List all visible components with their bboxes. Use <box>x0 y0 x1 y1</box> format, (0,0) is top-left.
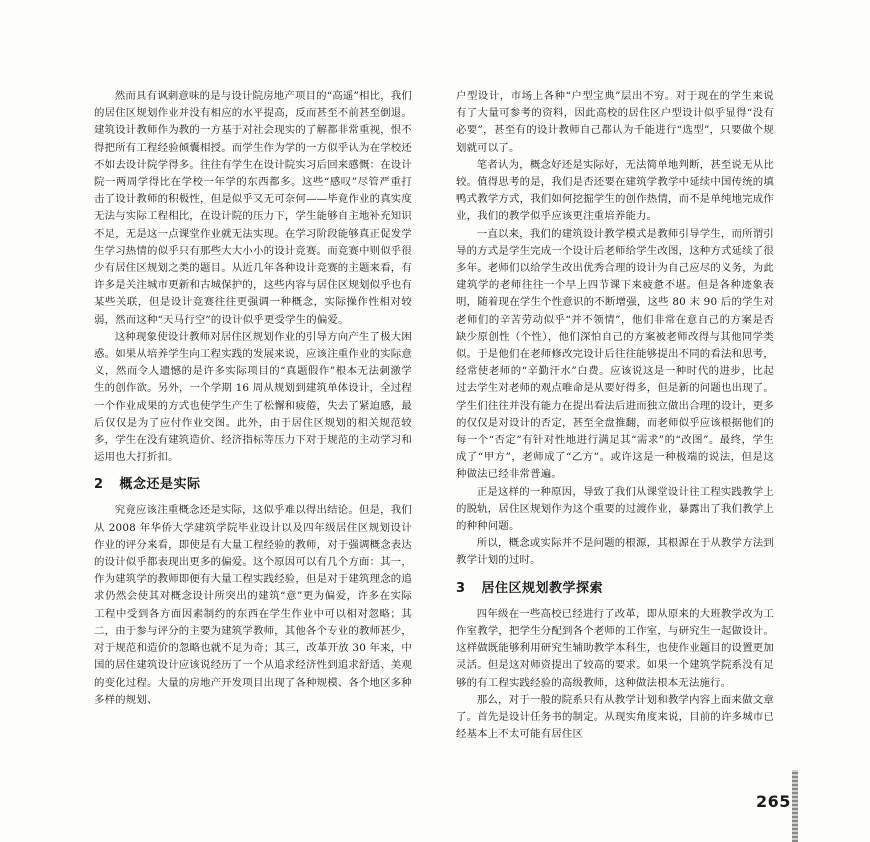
scan-edge-strip <box>792 770 798 842</box>
paragraph: 然而具有讽刺意味的是与设计院房地产项目的“高遥”相比，我们的居住区规划作业并没有相应的水平提高，反而甚至不前甚至倒退。建筑设计教师作为教的一方基于对社会现实的了解都非常重视，恨不得把所有工程经验倾囊相授。而学生作为学的一方似乎认为在学校还不如去设计院学得多。往往有学生在设计院实习后回来感慨：在设计院一两周学得比在学校一年学的东西都多。这些“感叹”尽管严重打击了设计教师的积极性，但是似乎又无可奈何——毕竟作业的真实度无法与实际工程相比，在设计院的压力下，学生能够自主地补充知识不足，无是这一点课堂作业就无法实现。在学习阶段能够真正促发学生学习热情的似乎只有那些大大小小的设计竞赛。而竞赛中则似乎很少有居住区规划之类的题目。从近几年各种设计竞赛的主题来看，有许多是关注城市更新和古城保护的，这些内容与居住区规划似乎也有某些关联，但是设计竞赛往往更强调一种概念，实际操作性相对较弱，然而这种“天马行空”的设计似乎更受学生的偏爱。 <box>94 90 412 326</box>
section-title: 居住区规划教学探索 <box>481 580 604 596</box>
paragraph: 正是这样的一种原因，导致了我们从课堂设计往工程实践教学上的脱轨，居住区规划作为这个重要的过渡作业，暴露出了我们教学上的种种问题。 <box>456 485 774 533</box>
paragraph: 这种现象使设计教师对居住区规划作业的引导方向产生了极大困惑。如果从培养学生向工程实践的发展来说，应该注重作业的实际意义，然而令人遗憾的是许多实际项目的“真题假作”根本无法刺激学生的创作欲。另外，一个学期 16 周从规划到建筑单体设计，全过程一个作业成果的方式也使学生产生了松懈和疲倦，失去了紧迫感，最后仅仅是为了应付作业交图。此外，由于居住区规划的相关规范较多，学生在没有建筑造价、经济指标等压力下对于规范的主动学习和运用也大打折扣。 <box>94 330 412 464</box>
paragraph: 一直以来，我们的建筑设计教学模式是教师引导学生，而所谓引导的方式是学生完成一个设计后老师给学生改图，这种方式延续了很多年。老师们以给学生改出优秀合理的设计为自己应尽的义务，为此建筑学的老师往往一个早上四节课下来疲惫不堪。但是各种迹象表明，随着现在学生个性意识的不断增强，这些 80 末 90 后的学生对老师们的辛苦劳动似乎“并不领情”，他们非常在意自己的方案是否缺少原创性（个性），他们深怕自己的方案被老师改得与其他同学类似。于是他们在老师修改完设计后往往能够提出不同的看法和思考，经常使老师的“辛勤汗水”白费。应该说这是一种时代的进步，比起过去学生对老师的观点唯命是从要好得多，但是新的问题也出现了。学生们往往并没有能力在提出看法后进而独立做出合理的设计，更多的仅仅是对设计的否定，甚至全盘推翻，而老师似乎应该根据他们的每一个“否定”有针对性地进行满足其“需求”的“改图”。最终，学生成了“甲方”，老师成了“乙方”。或许这是一种极端的说法，但是这种做法已经非常普遍。 <box>456 227 774 481</box>
left-text-column <box>94 88 412 709</box>
right-text-column <box>456 88 774 743</box>
section-number: 3 <box>456 580 466 596</box>
paragraph: 究竟应该注重概念还是实际，这似乎难以得出结论。但是，我们从 2008 年华侨大学建筑学院毕业设计以及四年级居住区规划设计作业的评分来看，即使是有大量工程经验的教师，对于强调概念表达的设计似乎都表现出更多的偏爱。这个原因可以有几个方面：其一，作为建筑学的教师即便有大量工程实践经验，但是对于建筑理念的追求仍然会使其对概念设计所突出的建筑“意”更为偏爱，许多在实际工程中受到各方面因素制约的东西在学生作业中可以相对忽略；其二，由于参与评分的主要为建筑学教师，其他各个专业的教师甚少，对于规范和造价的忽略也就不足为奇；其三，改革开放 30 年来，中国的居住建筑设计应该说经历了一个从追求经济性到追求舒适、美观的变化过程。大量的房地产开发项目出现了各种规模、各个地区多种多样的规划、 <box>94 504 412 706</box>
paragraph: 那么，对于一般的院系只有从教学计划和教学内容上面来做文章了。首先是设计任务书的制定。从现实角度来说，目前的许多城市已经基本上不太可能有居住区 <box>456 693 774 741</box>
section-number: 2 <box>94 477 104 493</box>
paragraph: 四年级在一些高校已经进行了改革，即从原来的大班教学改为工作室教学，把学生分配到各个老师的工作室，与研究生一起做设计。这样做既能够利用研究生辅助教学本科生，也使作业题目的设置更加灵活。但是这对师资提出了较高的要求。如果一个建筑学院系没有足够的有工程实践经验的高级教师，这种做法根本无法施行。 <box>456 607 774 689</box>
section-heading-3 <box>456 580 774 598</box>
paragraph: 户型设计，市场上各种“户型宝典”层出不穷。对于现在的学生来说有了大量可参考的资料，因此高校的居住区户型设计似乎显得“没有必要”，甚至有的设计教师自己都认为千能进行“选型”，只要做个规划就可以了。 <box>456 90 774 154</box>
paragraph: 所以，概念或实际并不是问题的根源，其根源在于从教学方法到教学计划的过时。 <box>456 537 774 567</box>
section-heading-2 <box>94 476 412 494</box>
page-number: 265 <box>756 792 791 811</box>
section-title: 概念还是实际 <box>119 477 201 493</box>
paragraph: 笔者认为，概念好还是实际好，无法简单地判断，甚至说无从比较。值得思考的是，我们是否还要在建筑学教学中延续中国传统的填鸭式教学方式，我们如何挖掘学生的创作热情，而不是单纯地完成作业，我们的教学似乎应该更注重培养能力。 <box>456 158 774 223</box>
